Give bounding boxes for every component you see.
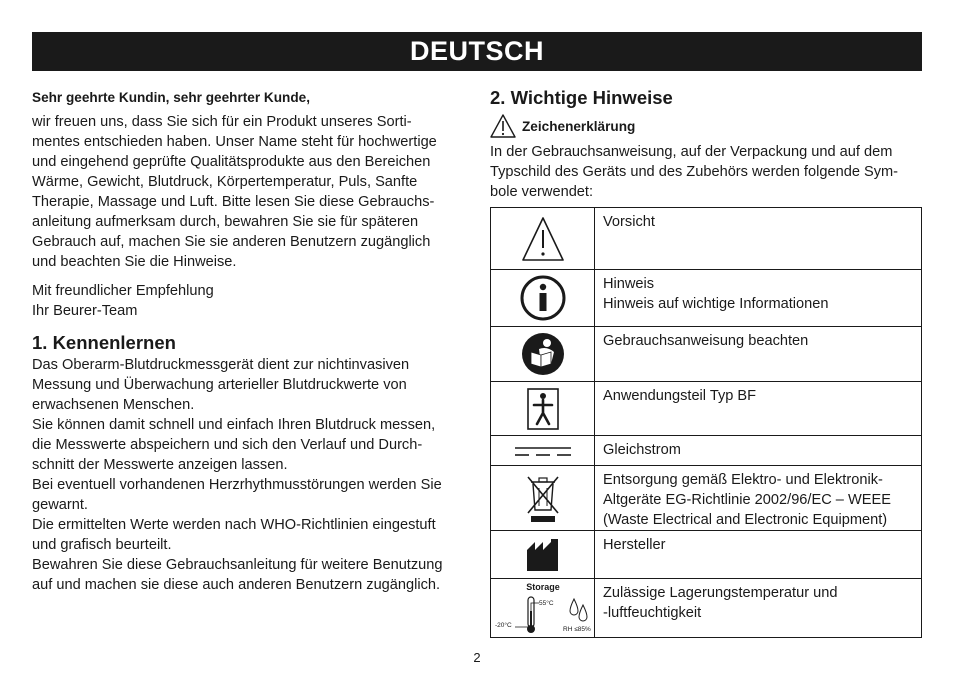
symbol-text: Gleichstrom <box>603 442 681 458</box>
symbol-cell <box>491 466 595 531</box>
section1-line: gewarnt. <box>32 497 88 513</box>
section1-line: schnitt der Messwerte anzeigen lassen. <box>32 457 288 473</box>
symbol-text: Entsorgung gemäß Elektro- und Elektronik- <box>603 472 883 488</box>
symbol-cell <box>491 531 595 579</box>
symbol-description <box>595 531 922 579</box>
right-column <box>490 86 922 202</box>
symbol-row <box>491 327 922 382</box>
symbol-cell <box>491 327 595 382</box>
symbol-text: Altgeräte EG-Richtlinie 2002/96/EC – WEEE <box>603 492 891 508</box>
symbol-row <box>491 208 922 270</box>
storage-title: Storage <box>525 582 560 592</box>
symbol-text: Hersteller <box>603 537 666 553</box>
warning-triangle-icon <box>491 216 594 262</box>
storage-max-temp: 55°C <box>538 600 554 607</box>
intro-line: Gebrauch auf, machen Sie sie anderen Benutzern zugänglich <box>32 234 431 250</box>
section1-paragraph <box>32 355 464 595</box>
symbol-text: Hinweis auf wichtige Informationen <box>603 296 829 312</box>
signature-line: Ihr Beurer-Team <box>32 303 138 319</box>
symbol-row <box>491 531 922 579</box>
symbol-description <box>595 436 922 466</box>
symbol-text: Anwendungsteil Typ BF <box>603 388 757 404</box>
section1-line: Sie können damit schnell und einfach Ihren Blutdruck messen, <box>32 417 436 433</box>
section1-line: Bei eventuell vorhandenen Herzrhythmusstörungen werden Sie <box>32 477 442 493</box>
section2-line: In der Gebrauchsanweisung, auf der Verpackung und auf dem <box>490 144 893 160</box>
intro-line: Wärme, Gewicht, Blutdruck, Körpertemperatur, Puls, Sanfte <box>32 174 418 190</box>
storage-conditions-icon <box>491 581 594 635</box>
intro-line: und beachten Sie die Hinweise. <box>32 254 237 270</box>
section1-line: die Messwerte abspeichern und sich den Verlauf und Durch- <box>32 437 423 453</box>
read-manual-icon <box>491 332 594 376</box>
section2-heading: 2. Wichtige Hinweise <box>490 87 673 108</box>
closing-line: Mit freundlicher Empfehlung <box>32 283 214 299</box>
type-bf-icon <box>491 387 594 431</box>
symbol-text: Zulässige Lagerungstemperatur und <box>603 585 838 601</box>
language-header: DEUTSCH <box>32 32 922 71</box>
manufacturer-icon <box>491 538 594 572</box>
section2-line: Typschild des Geräts und des Zubehörs werden folgende Sym- <box>490 164 899 180</box>
symbol-text: (Waste Electrical and Electronic Equipment) <box>603 512 888 528</box>
section1-line: erwachsenen Menschen. <box>32 397 195 413</box>
symbol-row <box>491 270 922 327</box>
symbol-row <box>491 382 922 436</box>
direct-current-icon <box>491 444 594 458</box>
symbol-description <box>595 466 922 531</box>
intro-line: anleitung aufmerksam durch, bewahren Sie sie für späteren <box>32 214 419 230</box>
intro-line: und eingehend geprüfte Qualitätsprodukte aus den Bereichen <box>32 154 431 170</box>
symbol-text: -luftfeuchtigkeit <box>603 605 702 621</box>
symbol-description <box>595 382 922 436</box>
storage-humidity: RH ≤85% <box>562 626 591 633</box>
section2-line: bole verwendet: <box>490 184 594 200</box>
symbol-description <box>595 327 922 382</box>
salutation: Sehr geehrte Kundin, sehr geehrter Kunde, <box>32 90 310 105</box>
symbol-description <box>595 208 922 270</box>
symbol-cell <box>491 382 595 436</box>
section1-line: Das Oberarm-Blutdruckmessgerät dient zur nichtinvasiven <box>32 357 410 373</box>
symbol-cell <box>491 436 595 466</box>
symbol-text: Hinweis <box>603 276 655 292</box>
storage-min-temp: -20°C <box>494 622 512 629</box>
intro-paragraph <box>32 112 464 272</box>
weee-bin-icon <box>491 473 594 523</box>
page-number: 2 <box>473 650 481 665</box>
intro-line: wir freuen uns, dass Sie sich für ein Produkt unseres Sorti- <box>32 114 412 130</box>
section1-line: Messung und Überwachung arterieller Blutdruckwerte von <box>32 377 407 393</box>
section1-line: auf und machen sie diese auch anderen Benutzern zugänglich. <box>32 577 441 593</box>
intro-line: mentes entschieden haben. Unser Name steht für hochwertige <box>32 134 437 150</box>
section1-line: und grafisch beurteilt. <box>32 537 172 553</box>
symbol-description <box>595 270 922 327</box>
warning-triangle-icon <box>490 114 516 138</box>
left-column <box>32 88 464 595</box>
symbol-text: Vorsicht <box>603 214 655 230</box>
symbol-cell <box>491 208 595 270</box>
legend-row <box>490 114 922 138</box>
symbol-row <box>491 436 922 466</box>
symbol-cell <box>491 270 595 327</box>
symbol-row <box>491 579 922 638</box>
symbol-text: Gebrauchsanweisung beachten <box>603 333 809 349</box>
symbol-cell <box>491 579 595 638</box>
legend-label: Zeichenerklärung <box>522 118 636 134</box>
info-icon <box>491 275 594 321</box>
symbol-table <box>490 207 922 638</box>
intro-line: Therapie, Massage und Luft. Bitte lesen Sie diese Gebrauchs- <box>32 194 435 210</box>
symbol-row <box>491 466 922 531</box>
symbol-description <box>595 579 922 638</box>
section1-line: Bewahren Sie diese Gebrauchsanleitung für weitere Benutzung <box>32 557 443 573</box>
section1-heading: 1. Kennenlernen <box>32 332 176 353</box>
section1-line: Die ermittelten Werte werden nach WHO-Richtlinien eingestuft <box>32 517 436 533</box>
